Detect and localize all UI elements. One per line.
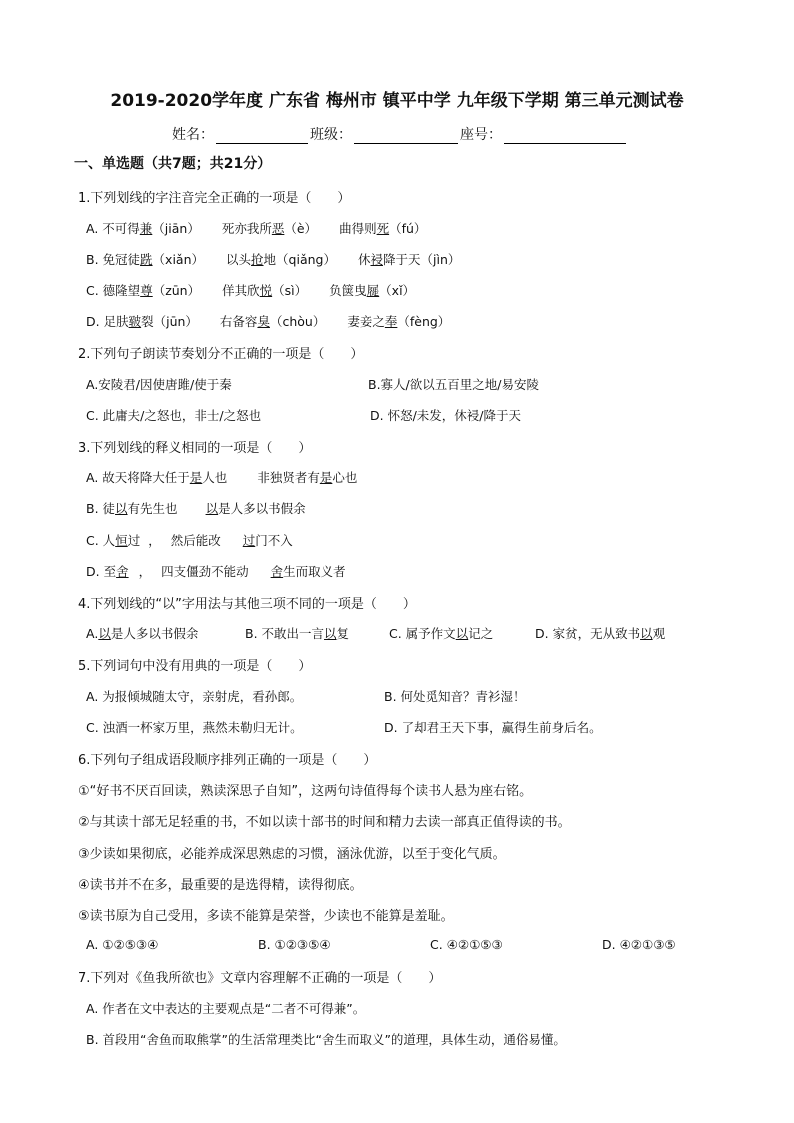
underlined-char: 恒 <box>115 533 128 548</box>
question-6-option-d[interactable]: D. ④②①③⑤ <box>602 937 676 952</box>
text: 死亦我所 <box>221 221 272 236</box>
text: D. 至 <box>86 564 117 579</box>
text: D. 足肤 <box>86 314 129 329</box>
question-5-stem: 5.下列词句中没有用典的一项是（ ） <box>78 659 312 674</box>
text: 裂（jūn） <box>141 314 198 329</box>
underlined-char: 以 <box>324 626 337 641</box>
seat-blank[interactable] <box>504 127 626 144</box>
question-5-option-d[interactable]: D. 了却君王天下事，赢得生前身后名。 <box>384 720 602 735</box>
underlined-char: 死 <box>376 221 390 236</box>
question-4-option-d[interactable] <box>535 624 665 642</box>
text: A. 不可得 <box>86 221 140 236</box>
question-6-option-a[interactable]: A. ①②⑤③④ <box>86 937 159 952</box>
question-3-option-a[interactable] <box>86 468 357 486</box>
question-6-item-3: ③少读如果彻底，必能养成深思熟虑的习惯，涵泳优游，以至于变化气质。 <box>78 847 506 862</box>
underlined-char: 奉 <box>384 314 398 329</box>
underlined-char: 舍 <box>270 564 284 579</box>
text: 有先生也 <box>127 501 178 516</box>
question-1-option-b[interactable] <box>86 250 460 268</box>
student-info-line <box>172 124 628 144</box>
question-4-option-c[interactable] <box>389 624 493 642</box>
text: （xiǎn） <box>152 252 204 267</box>
class-label: 班级： <box>310 127 352 143</box>
text: C. 属予作文 <box>389 626 456 641</box>
text: ， <box>138 564 152 579</box>
question-7-option-b[interactable]: B. 首段用“舍鱼而取熊掌”的生活常理类比“舍生而取义”的道理，具体生动，通俗易懂。 <box>86 1032 566 1047</box>
underlined-char: 以 <box>455 626 469 641</box>
text: 过 <box>127 533 141 548</box>
underlined-char: 祲 <box>370 252 383 267</box>
text: 是人多以书假余 <box>110 626 199 641</box>
question-1-option-d[interactable] <box>86 312 450 330</box>
underlined-char: 屣 <box>366 283 380 298</box>
text: 门不入 <box>255 533 293 548</box>
question-1-option-c[interactable] <box>86 281 415 299</box>
text: 记之 <box>468 626 494 641</box>
question-1-stem: 1.下列划线的字注音完全正确的一项是（ ） <box>78 191 351 206</box>
question-6-stem: 6.下列句子组成语段顺序排列正确的一项是（ ） <box>78 753 377 768</box>
text: 佯其欣 <box>222 283 260 298</box>
text: B. 徒 <box>86 501 116 516</box>
question-6-item-2: ②与其读十部无足轻重的书，不如以读十部书的时间和精力去读一部真正值得读的书。 <box>78 815 571 830</box>
text: 观 <box>652 626 666 641</box>
question-3-option-d[interactable] <box>86 562 346 580</box>
question-6-item-4: ④读书并不在多，最重要的是选得精，读得彻底。 <box>78 878 363 893</box>
question-4-stem: 4.下列划线的“以”字用法与其他三项不同的一项是（ ） <box>78 597 416 612</box>
section-title: 一、单选题（共7题；共21分） <box>74 156 272 172</box>
text: （xǐ） <box>379 283 416 298</box>
text: 休 <box>357 252 371 267</box>
underlined-char: 臭 <box>257 314 270 329</box>
text: 人也 <box>202 470 228 485</box>
question-5-option-b[interactable]: B. 何处觅知音？青衫湿！ <box>384 689 526 704</box>
underlined-char: 跣 <box>140 252 153 267</box>
text: 地（qiǎng） <box>263 252 336 267</box>
text: 心也 <box>332 470 358 485</box>
text: （zūn） <box>152 283 201 298</box>
text: 降于天（jìn） <box>383 252 461 267</box>
text: 右备容 <box>219 314 258 329</box>
underlined-char: 以 <box>115 501 128 516</box>
name-label: 姓名： <box>172 127 214 143</box>
question-3-option-c[interactable] <box>86 531 293 549</box>
text: （fèng） <box>397 314 451 329</box>
text: （jiān） <box>152 221 200 236</box>
question-7-stem: 7.下列对《鱼我所欲也》文章内容理解不正确的一项是（ ） <box>78 971 442 986</box>
underlined-char: 悦 <box>259 283 273 298</box>
text: 然后能改 <box>170 533 221 548</box>
question-6-item-5: ⑤读书原为自己受用，多读不能算是荣誉，少读也不能算是羞耻。 <box>78 909 454 924</box>
question-2-option-b[interactable]: B.寡人/欲以五百里之地/易安陵 <box>368 377 539 392</box>
text: 生而取义者 <box>283 564 346 579</box>
underlined-char: 舍 <box>116 564 129 579</box>
question-6-option-b[interactable]: B. ①②③⑤④ <box>258 937 331 952</box>
text: A. <box>86 626 99 641</box>
text: 复 <box>336 626 350 641</box>
underlined-char: 以 <box>205 501 219 516</box>
question-7-option-a[interactable]: A. 作者在文中表达的主要观点是“二者不可得兼”。 <box>86 1001 366 1016</box>
underlined-char: 以 <box>98 626 111 641</box>
question-3-stem: 3.下列划线的释义相同的一项是（ ） <box>78 441 312 456</box>
question-5-option-a[interactable]: A. 为报倾城随太守，亲射虎，看孙郎。 <box>86 689 303 704</box>
underlined-char: 皲 <box>128 314 142 329</box>
text: （chòu） <box>269 314 326 329</box>
text: 妻妾之 <box>347 314 385 329</box>
class-blank[interactable] <box>354 127 458 144</box>
text: A. 故天将降大任于 <box>86 470 190 485</box>
question-1-option-a[interactable] <box>86 219 426 237</box>
question-3-option-b[interactable] <box>86 499 306 517</box>
underlined-char: 恶 <box>271 221 285 236</box>
underlined-char: 是 <box>319 470 333 485</box>
text: ， <box>148 533 161 548</box>
question-2-option-c[interactable]: C. 此庸夫/之怒也，非士/之怒也 <box>86 408 262 423</box>
text: （sì） <box>272 283 308 298</box>
seat-label: 座号： <box>460 127 502 143</box>
question-2-option-d[interactable]: D. 怀怒/未发，休祲/降于天 <box>370 408 521 423</box>
question-6-item-1: ①“好书不厌百回读，熟读深思子自知”，这两句诗值得每个读书人悬为座右铭。 <box>78 784 533 799</box>
text: （è） <box>284 221 318 236</box>
text: B. 不敢出一言 <box>245 626 325 641</box>
text: 以头 <box>226 252 252 267</box>
question-2-option-a[interactable]: A.安陵君/因使唐雎/使于秦 <box>86 377 232 392</box>
text: 是人多以书假余 <box>218 501 306 516</box>
underlined-char: 兼 <box>139 221 153 236</box>
question-6-option-c[interactable]: C. ④②①⑤③ <box>430 937 503 952</box>
exam-title: 2019-2020学年度 广东省 梅州市 镇平中学 九年级下学期 第三单元测试卷 <box>110 91 684 111</box>
text: D. 家贫，无从致书 <box>535 626 641 641</box>
text: （fú） <box>389 221 427 236</box>
question-5-option-c[interactable]: C. 浊酒一杯家万里，燕然未勒归无计。 <box>86 720 303 735</box>
underlined-char: 过 <box>242 533 256 548</box>
question-4-option-a[interactable] <box>86 624 198 642</box>
text: C. 德隆望 <box>86 283 141 298</box>
underlined-char: 尊 <box>140 283 153 298</box>
question-4-option-b[interactable] <box>245 624 349 642</box>
underlined-char: 是 <box>189 470 203 485</box>
text: B. 免冠徒 <box>86 252 141 267</box>
underlined-char: 以 <box>640 626 653 641</box>
underlined-char: 抢 <box>251 252 264 267</box>
text: 非独贤者有 <box>257 470 320 485</box>
text: 负箧曳 <box>329 283 367 298</box>
text: C. 人 <box>86 533 116 548</box>
text: 曲得则 <box>339 221 377 236</box>
name-blank[interactable] <box>216 127 308 144</box>
question-2-stem: 2.下列句子朗读节奏划分不正确的一项是（ ） <box>78 347 364 362</box>
text: 四支僵劲不能动 <box>161 564 249 579</box>
